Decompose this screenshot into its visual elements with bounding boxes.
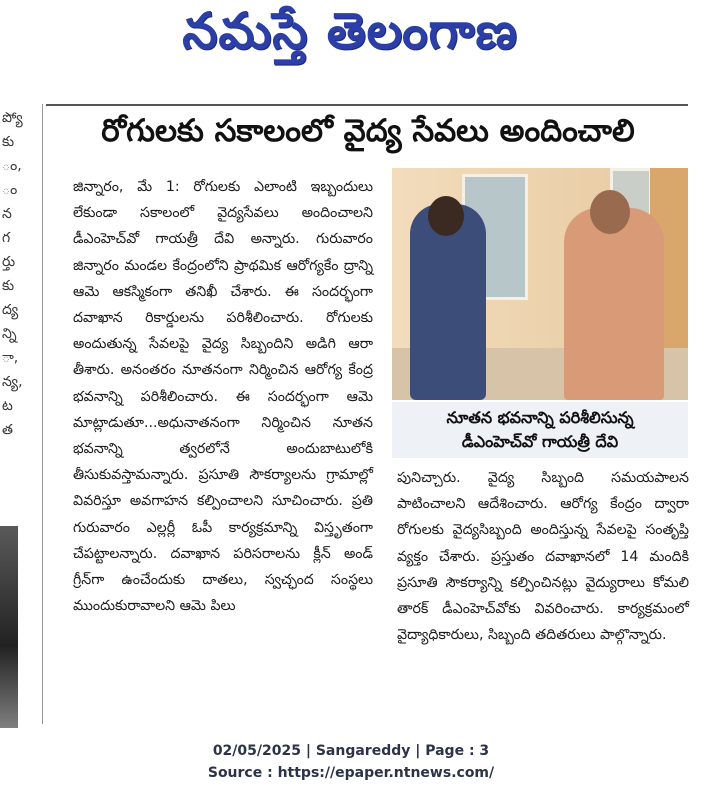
- footer-source: Source : https://epaper.ntnews.com/: [207, 765, 495, 781]
- caption-line-1: నూతన భవనాన్ని పరిశీలిసున్న: [446, 408, 634, 427]
- article-headline: [48, 108, 688, 160]
- headline-text: రోగులకు సకాలంలో వైద్య సేవలు అందించాలి: [101, 112, 635, 149]
- page-footer: [0, 740, 702, 784]
- photo-person-left-head: [428, 196, 464, 236]
- photo-person-right: [564, 208, 664, 400]
- article-body-left-column: జిన్నారం, మే 1: రోగులకు ఎలాంటి ఇబ్బందులు లేకుండా సకాలంలో వైద్యసేవలు అందించాలని డీఎంహెచ్‌వో గాయత్రీ దేవి అన్నారు. గురువారం జిన్నారం మండల కేంద్రంలోని ప్రాథమిక ఆరోగ్యకేం ద్రాన్ని ఆమె ఆకస్మికంగా తనిఖీ చేశారు. ఈ సందర్భంగా దవాఖాన రికార్డులను పరిశీలించారు. రోగులకు అందుతున్న సేవలపై వైద్య సిబ్బందిని అడిగి ఆరా తీశారు. అనంతరం నూతనంగా నిర్మించిన ఆరోగ్య కేంద్ర భవనాన్ని పరిశీలించారు. ఈ సందర్భంగా ఆమె మాట్లాడుతూ...అధునాతనంగా నిర్మించిన నూతన భవనాన్ని త్వరలోనే అందుబాటులోకి తీసుకువస్తామన్నారు. ప్రసూతి సౌకర్యాలను గ్రామాల్లో వివరిస్తూ అవగాహన కల్పించాలని సూచించారు. ప్రతి గురువారం ఎల్లర్లీ ఓపీ కార్యక్రమాన్ని విస్తృతంగా చేపట్టాలన్నారు. దవాఖాన పరిసరాలను క్లీన్ అండ్ గ్రీన్‌గా ఉంచేందుకు దాతలు, స్వచ్ఛంద సంస్థలు ముందుకురావాలని ఆమె పిలు: [73, 179, 373, 615]
- article-body-right-column: పునిచ్చారు. వైద్య సిబ్బంది సమయపాలన పాటించాలని ఆదేశించారు. ఆరోగ్య కేంద్రం ద్వారా రోగులకు వైద్యసిబ్బంది అందిస్తున్న సేవలపై సంతృప్తి వ్యక్తం చేశారు. ప్రస్తుతం దవాఖానలో 14 మందికి ప్రసూతి సౌకర్యాన్ని కల్పించినట్లు వైద్యురాలు కోమలి తారక్ డీఎంహెచ్‌వోకు వివరించారు. కార్యక్రమంలో వైద్యాధికారులు, సిబ్బంది తదితరులు పాల్గొన్నారు.: [397, 470, 689, 644]
- column-divider: [42, 104, 43, 724]
- caption-line-2: డీఎంహెచ్‌వో గాయత్రీ దేవి: [461, 432, 619, 451]
- adjacent-article-text: ప్యో కు ం, ం న గ ర్తు కు ద్య న్ని ా, న్య, ట త: [2, 110, 23, 438]
- adjacent-article-strip: [0, 98, 40, 728]
- photo-person-right-head: [590, 190, 630, 234]
- adjacent-article-photo: [0, 526, 18, 728]
- newspaper-masthead: [150, 2, 550, 72]
- footer-date-edition: 02/05/2025 | Sangareddy | Page : 3: [212, 743, 490, 759]
- headline-rule: [46, 104, 688, 106]
- article-photo: [392, 168, 688, 400]
- photo-caption: [392, 402, 688, 458]
- masthead-title: నమస్తే తెలంగాణ: [182, 1, 518, 60]
